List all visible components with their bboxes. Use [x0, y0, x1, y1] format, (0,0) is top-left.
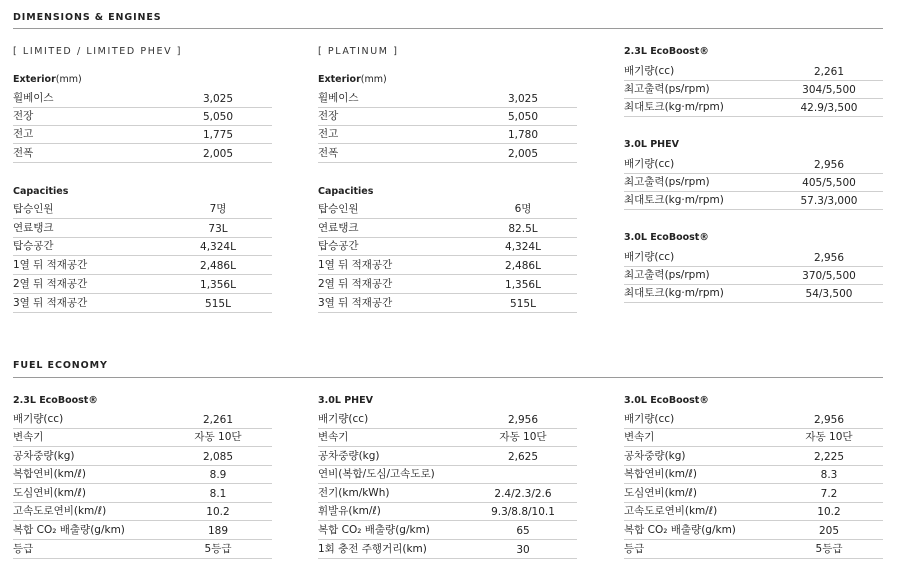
spec-row: 변속기 자동 10단	[624, 429, 883, 447]
spec-row: 배기량(cc) 2,956	[624, 156, 883, 174]
engine-title: 2.3L EcoBoost®	[624, 46, 709, 57]
spec-row: 전장 5,050	[318, 108, 577, 126]
group-title-capacities: Capacities	[13, 186, 69, 197]
spec-row: 복합 CO₂ 배출량(g/km) 205	[624, 522, 883, 540]
spec-row: 전폭 2,005	[318, 145, 577, 163]
group-title-capacities: Capacities	[318, 186, 374, 197]
spec-row: 고속도로연비(km/ℓ) 10.2	[13, 503, 272, 521]
spec-row: 전기(km/kWh) 2.4/2.3/2.6	[318, 485, 577, 503]
spec-row: 휘발유(km/ℓ) 9.3/8.8/10.1	[318, 503, 577, 521]
spec-row: 등급 5등급	[624, 541, 883, 559]
spec-row: 배기량(cc) 2,261	[624, 63, 883, 81]
spec-row: 1열 뒤 적재공간 2,486L	[13, 257, 272, 275]
spec-row: 3열 뒤 적재공간 515L	[13, 295, 272, 313]
spec-row: 탑승공간 4,324L	[318, 238, 577, 256]
spec-row: 연비(복합/도심/고속도로)	[318, 466, 577, 484]
spec-row: 공차중량(kg) 2,625	[318, 448, 577, 466]
spec-row: 1회 충전 주행거리(km) 30	[318, 541, 577, 559]
spec-row: 연료탱크 73L	[13, 220, 272, 238]
spec-row: 2열 뒤 적재공간 1,356L	[13, 276, 272, 294]
spec-row: 최고출력(ps/rpm) 370/5,500	[624, 267, 883, 285]
spec-row: 복합 CO₂ 배출량(g/km) 189	[13, 522, 272, 540]
spec-row: 변속기 자동 10단	[13, 429, 272, 447]
spec-row: 최대토크(kg·m/rpm) 42.9/3,500	[624, 99, 883, 117]
group-title-exterior: Exterior(mm)	[13, 74, 82, 85]
fuel-economy-title: FUEL ECONOMY	[13, 360, 108, 371]
engine-title: 3.0L EcoBoost®	[624, 395, 709, 406]
dimensions-divider	[13, 28, 883, 29]
spec-row: 최대토크(kg·m/rpm) 57.3/3,000	[624, 192, 883, 210]
engine-title: 3.0L EcoBoost®	[624, 232, 709, 243]
spec-row: 3열 뒤 적재공간 515L	[318, 295, 577, 313]
spec-row: 배기량(cc) 2,261	[13, 411, 272, 429]
spec-row: 고속도로연비(km/ℓ) 10.2	[624, 503, 883, 521]
spec-row: 전장 5,050	[13, 108, 272, 126]
spec-row: 공차중량(kg) 2,085	[13, 448, 272, 466]
spec-row: 탑승인원 7명	[13, 201, 272, 219]
spec-row: 전고 1,780	[318, 126, 577, 144]
engine-title: 3.0L PHEV	[624, 139, 679, 150]
spec-row: 휠베이스 3,025	[13, 90, 272, 108]
spec-row: 전폭 2,005	[13, 145, 272, 163]
spec-row: 공차중량(kg) 2,225	[624, 448, 883, 466]
spec-row: 복합 CO₂ 배출량(g/km) 65	[318, 522, 577, 540]
spec-row: 배기량(cc) 2,956	[624, 411, 883, 429]
spec-row: 변속기 자동 10단	[318, 429, 577, 447]
spec-row: 1열 뒤 적재공간 2,486L	[318, 257, 577, 275]
spec-row: 도심연비(km/ℓ) 7.2	[624, 485, 883, 503]
spec-row: 배기량(cc) 2,956	[318, 411, 577, 429]
spec-row: 탑승공간 4,324L	[13, 238, 272, 256]
spec-row: 휠베이스 3,025	[318, 90, 577, 108]
engine-title: 3.0L PHEV	[318, 395, 373, 406]
spec-row: 연료탱크 82.5L	[318, 220, 577, 238]
trim-heading: [ PLATINUM ]	[318, 46, 399, 57]
dimensions-title: DIMENSIONS & ENGINES	[13, 12, 162, 23]
fuel-economy-divider	[13, 377, 883, 378]
spec-row: 최고출력(ps/rpm) 405/5,500	[624, 174, 883, 192]
spec-row: 복합연비(km/ℓ) 8.9	[13, 466, 272, 484]
spec-row: 2열 뒤 적재공간 1,356L	[318, 276, 577, 294]
spec-row: 복합연비(km/ℓ) 8.3	[624, 466, 883, 484]
spec-row: 최대토크(kg·m/rpm) 54/3,500	[624, 285, 883, 303]
spec-row: 전고 1,775	[13, 126, 272, 144]
trim-heading: [ LIMITED / LIMITED PHEV ]	[13, 46, 183, 57]
engine-title: 2.3L EcoBoost®	[13, 395, 98, 406]
spec-row: 배기량(cc) 2,956	[624, 249, 883, 267]
spec-row: 최고출력(ps/rpm) 304/5,500	[624, 81, 883, 99]
spec-row: 도심연비(km/ℓ) 8.1	[13, 485, 272, 503]
spec-row: 탑승인원 6명	[318, 201, 577, 219]
group-title-exterior: Exterior(mm)	[318, 74, 387, 85]
spec-row: 등급 5등급	[13, 541, 272, 559]
